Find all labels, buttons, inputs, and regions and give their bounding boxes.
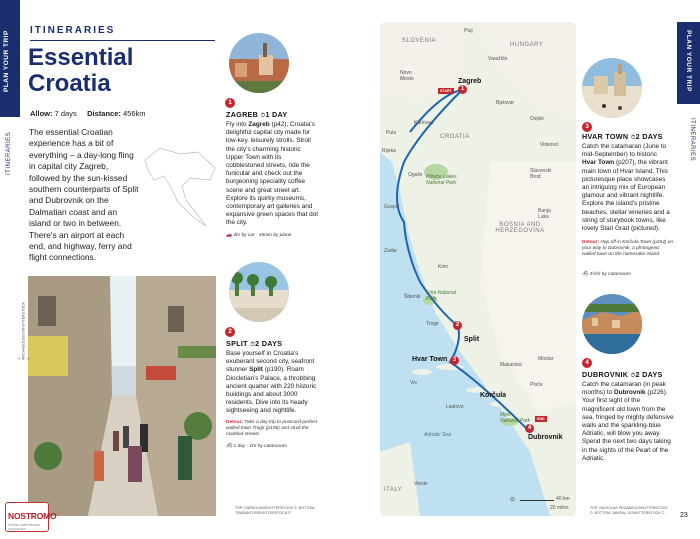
map-city-gospic: Gospić — [384, 204, 400, 210]
map-city-makarska: Makarska — [500, 362, 522, 368]
hvar-photo — [582, 58, 642, 118]
map-marker-3: 3 — [450, 356, 459, 365]
map-marker-1: 1 — [458, 85, 467, 94]
photo-credit-mid: TOP: KARSOLMI/SHUTTERSTOCK ©; BOTTOM: TRABANTOS/SHUTTERSTOCK © — [235, 506, 316, 515]
page-number: 23 — [680, 512, 688, 519]
section-side-label: ITINERARIES — [6, 131, 12, 175]
map-city-ogulin: Ogulin — [408, 172, 423, 178]
stop-1-marker: 1 — [225, 98, 235, 108]
photo-credit-right: TOP: NICHOLAS PEGANIKO/SHUTTERSTOCK ©; BOTTOM: JAKIRAL.G/SHUTTERSTOCK © — [590, 506, 668, 515]
dubrovnik-photo — [582, 294, 642, 354]
map-city-slavonski-brod: Slavonski Brod — [530, 168, 552, 180]
allow-value: 7 days — [54, 109, 77, 118]
plan-your-trip-tab — [0, 0, 20, 117]
stop-1-transport: 🚗 4hr by car · 45min by plane — [226, 233, 292, 238]
stop-2-tip: Detour: Take a day trip to postcard-perfect walled town Trogir (p196) and stroll the marbled streets. — [226, 420, 318, 438]
map-city-osijek: Osijek — [530, 116, 544, 122]
allow-label: Allow: — [30, 109, 53, 118]
map-city-dubrovnik: Dubrovnik — [528, 434, 563, 441]
map-scale-mi: 20 miles — [550, 505, 569, 511]
map-country-slovenia: SLOVENIA — [402, 38, 437, 44]
map-city-bjelovar: Bjelovar — [496, 100, 515, 106]
stop-3-tip: Detour: Hop off in Korčula Town (p254) on your way to Dubrovnik, a photogenic walled town on the namesake island. — [582, 240, 674, 258]
map-city-vieste: Vieste — [414, 481, 428, 487]
map-scale-bar — [520, 500, 554, 501]
zagreb-photo — [229, 33, 289, 93]
side-tab-right-label: PLAN YOUR TRIP — [685, 30, 692, 92]
logo-name: NOSTROMO — [8, 511, 57, 521]
map-country-hungary: HUNGARY — [510, 42, 544, 48]
stop-3-marker: 3 — [582, 122, 592, 132]
map-park-krka: Krka National Park — [426, 290, 457, 302]
map-city-rijeka: Rijeka — [382, 148, 396, 154]
stop-4-body: Catch the catamaran (in peak months) to Dubrovnik (p226). Your first sight of the magnificent old town from the sea, fringed by mighty defensive walls and the sparkling-blue Adriatic, will blow you away. Spend the next two days taking in the sights of the Pearl of the Adriatic. — [582, 381, 674, 462]
map-city-mostar: Mostar — [538, 356, 554, 362]
stop-2-marker: 2 — [225, 327, 235, 337]
map-park-mljet: Mljet National Park — [500, 412, 531, 424]
nostromo-logo — [5, 502, 57, 532]
map-city-trogir: Trogir — [426, 321, 439, 327]
stop-4-title: DUBROVNIK ⏱2 DAYS — [582, 370, 663, 379]
heading-divider — [30, 40, 215, 41]
map-city-karlovac: Karlovac — [414, 120, 434, 126]
logo-tagline: VOTRE COMPTOIR DES VOYAGEURS — [8, 523, 40, 531]
map-city-sibenik: Šibenik — [404, 294, 421, 300]
map-scale-km: 40 km — [556, 496, 570, 502]
photo-credit-left: © ARCHAEOLOGY/SHUTTERSTOCK © — [17, 301, 30, 360]
croatia-silhouette — [140, 140, 220, 230]
stop-3-transport: ⛴ 3½hr by catamaran — [582, 272, 631, 277]
map-city-zadar: Zadar — [384, 248, 398, 254]
map-city-zagreb: Zagreb — [458, 78, 482, 85]
section-side-label-right: ITINERARIES — [689, 118, 695, 162]
trip-meta — [30, 109, 146, 118]
plan-your-trip-tab-right — [677, 22, 700, 104]
map-country-bosnia: BOSNIA AND HERZEGOVINA — [495, 222, 545, 234]
split-photo — [229, 262, 289, 322]
stop-2-body: Base yourself in Croatia's exuberant second city, seafront stunner Split (p190). Roam Diocletian's Palace, a throbbing ancient quarter with 220 historic buildings and about 3000 residents. Dive into its heady sightseeing and nightlife. — [226, 350, 317, 415]
map-city-vinkovci: Vinkovci — [540, 142, 559, 148]
title-line-2: Croatia — [28, 70, 111, 97]
north-arrow-icon: ⊙ — [510, 497, 516, 503]
page-title — [28, 45, 218, 97]
stop-1-body: Fly into Zagreb (p42), Croatia's delightful capital city made for low-key, leisurely strolls. Stroll the city's charming historic Upper Town with its cobblestoned streets, ride the funicular and check out the burgeoning speciality coffee scene and great street art. Explore its quirky museums, contemporary art galleries and expansive green spaces that dot the city. — [226, 121, 319, 227]
map-start-label: START — [440, 89, 452, 93]
map-city-lastovo: Lastovo — [446, 404, 464, 410]
map-sea-label: Adriatic Sea — [424, 432, 451, 438]
distance-label: Distance: — [87, 109, 121, 118]
map-city-ptuj: Ptuj — [464, 28, 473, 34]
distance-value: 456km — [122, 109, 146, 118]
trogir-street-photo — [28, 276, 216, 516]
section-label: ITINERARIES — [30, 25, 116, 36]
side-tab-label: PLAN YOUR TRIP — [3, 30, 10, 92]
stop-2-transport: ⛴ 1 day · 1hr by catamaran — [226, 444, 287, 449]
intro-paragraph: The essential Croatian experience has a bit of everything – a day-long fling in capital city Zagreb, followed by the sun-kissed southern counterparts of Split and Dubrovnik on the Dalmatian coast and an island or two in between. There's an airport at each end, and highway, ferry and flight connections. — [29, 127, 139, 263]
map-city-knin: Knin — [438, 264, 449, 270]
stop-1-title: ZAGREB ⏱1 DAY — [226, 110, 288, 119]
stop-3-title: HVAR TOWN ⏱2 DAYS — [582, 132, 663, 141]
map-end-label: END — [537, 417, 545, 421]
title-line-1: Essential — [28, 44, 134, 71]
map-park-plitvice: Plitvice Lakes National Park — [426, 174, 457, 186]
map-city-split: Split — [464, 336, 480, 343]
map-city-korcula: Korčula — [480, 392, 507, 399]
map-country-croatia: CROATIA — [440, 134, 470, 140]
map-city-ploce: Ploče — [530, 382, 543, 388]
route-map — [380, 22, 576, 516]
map-city-vis: Vis — [410, 380, 417, 386]
map-marker-2: 2 — [453, 321, 462, 330]
stop-4-marker: 4 — [582, 358, 592, 368]
map-city-varazdin: Varaždin — [488, 56, 508, 62]
map-marker-4: 4 — [525, 424, 534, 433]
map-country-italy: ITALY — [384, 487, 403, 493]
map-city-pula: Pula — [386, 130, 397, 136]
stop-3-body: Catch the catamaran (June to mid-September) to historic Hvar Town (p207), the vibrant main town of Hvar Island. This picturesque place showcases an intriguing mix of European glamour and vibrant nightlife. Explore the island's pristine beaches, stellar wineries and a string of storybook towns, like lovely Stari Grad (pictured). — [582, 143, 670, 233]
map-city-novo-mesto: Novo Mesto — [400, 70, 414, 82]
stop-2-title: SPLIT ⏱2 DAYS — [226, 339, 283, 348]
map-city-hvar-town: Hvar Town — [412, 356, 448, 363]
map-city-banja-luka: Banja Luka — [538, 208, 551, 220]
